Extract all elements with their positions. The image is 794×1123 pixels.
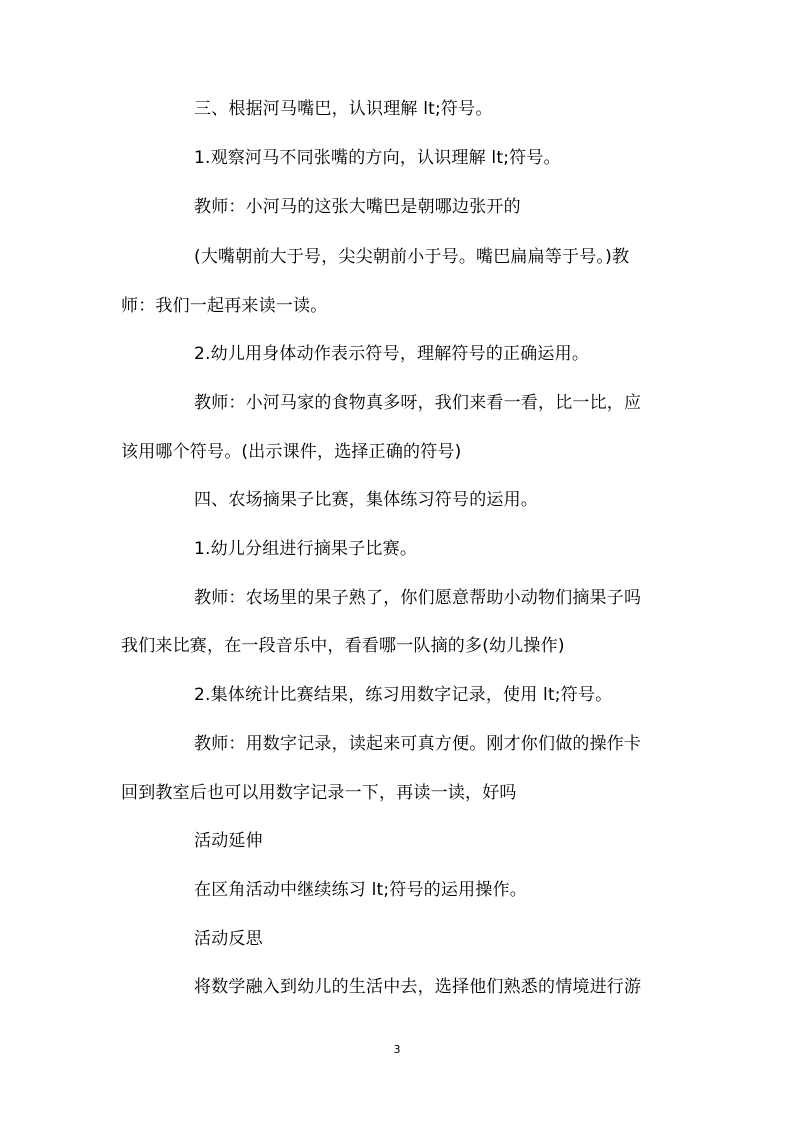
paragraph-line: 1.观察河马不同张嘴的方向，认识理解 lt;符号。 [194, 148, 561, 168]
paragraph-line: 教师：农场里的果子熟了，你们愿意帮助小动物们摘果子吗 [194, 588, 642, 608]
section-heading-three: 三、根据河马嘴巴，认识理解 lt;符号。 [194, 99, 493, 119]
paragraph-line: 教师：用数字记录，读起来可真方便。刚才你们做的操作卡 [194, 734, 642, 754]
paragraph-line: 1.幼儿分组进行摘果子比赛。 [194, 539, 418, 559]
paragraph-line: 教师：小河马家的食物真多呀，我们来看一看，比一比，应 [194, 393, 642, 413]
section-heading-reflection: 活动反思 [194, 929, 263, 949]
section-heading-extension: 活动延伸 [194, 831, 263, 851]
paragraph-line: 2.幼儿用身体动作表示符号，理解符号的正确运用。 [194, 344, 590, 364]
paragraph-line: 我们来比赛，在一段音乐中，看看哪一队摘的多(幼儿操作) [121, 636, 565, 656]
paragraph-line: 2.集体统计比赛结果，练习用数字记录，使用 lt;符号。 [194, 685, 613, 705]
paragraph-line: (大嘴朝前大于号，尖尖朝前小于号。嘴巴扁扁等于号。)教 [194, 247, 630, 267]
section-heading-four: 四、农场摘果子比赛，集体练习符号的运用。 [194, 490, 538, 510]
paragraph-line: 回到教室后也可以用数字记录一下，再读一读，好吗 [121, 783, 517, 803]
paragraph-line: 该用哪个符号。(出示课件，选择正确的符号) [121, 442, 462, 462]
paragraph-line: 在区角活动中继续练习 lt;符号的运用操作。 [194, 880, 527, 900]
paragraph-line: 师：我们一起再来读一读。 [121, 296, 328, 316]
page-number: 3 [393, 1043, 401, 1056]
paragraph-line: 将数学融入到幼儿的生活中去，选择他们熟悉的情境进行游 [194, 977, 642, 997]
paragraph-line: 教师：小河马的这张大嘴巴是朝哪边张开的 [194, 197, 521, 217]
